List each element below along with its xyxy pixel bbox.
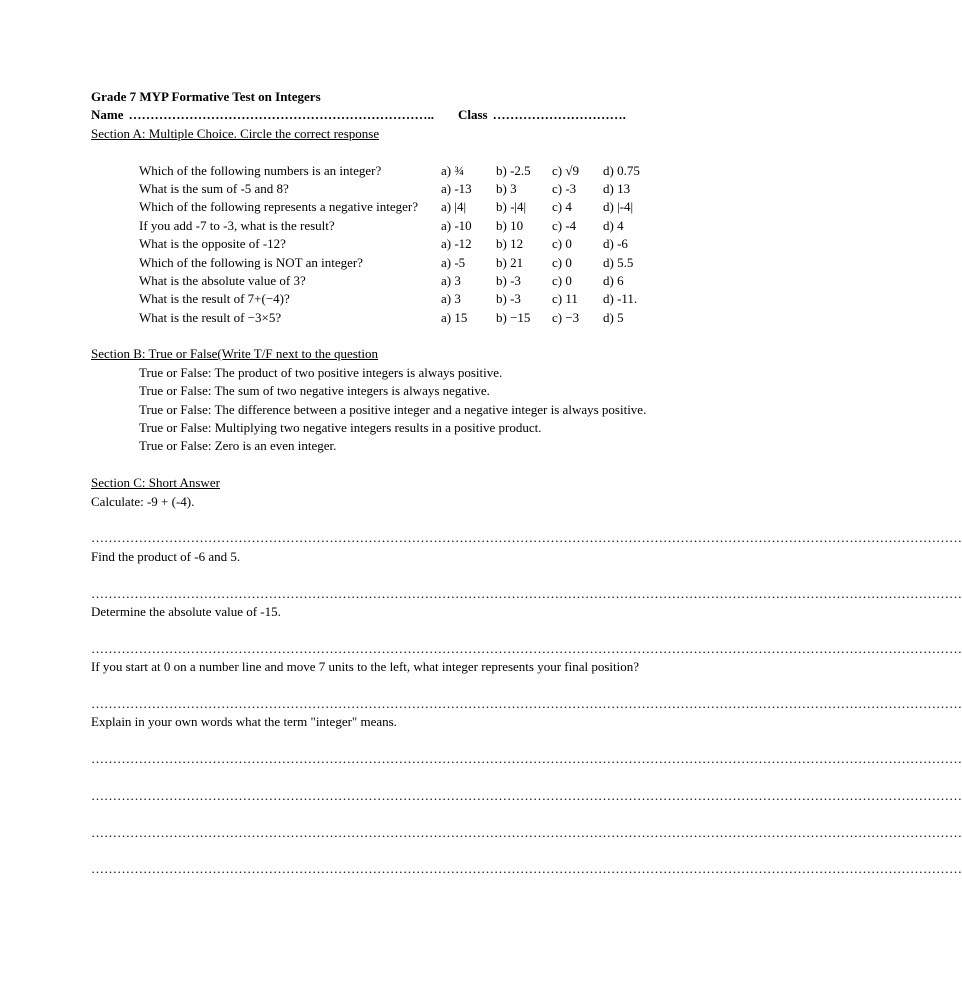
short-answer-question: Explain in your own words what the term "integer" means. <box>91 714 397 730</box>
mc-question-row <box>139 198 768 216</box>
spacer <box>91 732 768 750</box>
mc-option-a: a) -12 <box>441 236 472 252</box>
answer-dotted-line: ………………………………………………………………………………………………………………………………………………………………………………… <box>91 824 962 840</box>
mc-question-text: What is the result of −3×5? <box>139 309 282 325</box>
mc-option-b: b) 21 <box>496 254 524 270</box>
doc-title: Grade 7 MYP Formative Test on Integers <box>91 89 321 104</box>
mc-option-d: d) 0.75 <box>603 162 640 178</box>
mc-question-text: What is the sum of -5 and 8? <box>139 180 289 196</box>
mc-option-a: a) 3 <box>441 291 461 307</box>
mc-option-d: d) -11. <box>603 291 638 307</box>
section-b-heading: Section B: True or False(Write T/F next to the question <box>91 346 379 362</box>
answer-dotted-line: ………………………………………………………………………………………………………………………………………………………………………………… <box>91 861 962 877</box>
mc-question-row <box>139 217 768 235</box>
mc-option-d: d) 5.5 <box>603 254 634 270</box>
mc-question-row <box>139 180 768 198</box>
mc-option-c: c) -3 <box>552 180 577 196</box>
spacer <box>91 511 768 529</box>
mc-question-text: What is the absolute value of 3? <box>139 272 306 288</box>
short-answer-question: Calculate: -9 + (-4). <box>91 493 195 509</box>
mc-option-c: c) 0 <box>552 254 572 270</box>
mc-option-b: b) -3 <box>496 272 521 288</box>
mc-question-row <box>139 235 768 253</box>
answer-dotted-line: ………………………………………………………………………………………………………………………………………………………………………………… <box>91 695 962 711</box>
mc-option-d: d) -6 <box>603 236 628 252</box>
tf-statement: True or False: The sum of two negative integers is always negative. <box>139 383 490 399</box>
mc-option-a: a) -10 <box>441 217 472 233</box>
mc-question-text: Which of the following represents a negative integer? <box>139 199 419 215</box>
spacer <box>91 621 768 639</box>
mc-question-text: What is the result of 7+(−4)? <box>139 291 290 307</box>
answer-dotted-line: ………………………………………………………………………………………………………………………………………………………………………………… <box>91 530 962 546</box>
section-c-heading: Section C: Short Answer <box>91 475 220 491</box>
mc-option-c: c) 0 <box>552 236 572 252</box>
class-label: Class <box>458 107 488 123</box>
mc-option-d: d) 6 <box>603 272 624 288</box>
tf-statement: True or False: Zero is an even integer. <box>139 438 337 454</box>
short-answer-question: Find the product of -6 and 5. <box>91 548 241 564</box>
mc-question-row <box>139 254 768 272</box>
mc-option-b: b) -3 <box>496 291 521 307</box>
mc-option-c: c) 0 <box>552 272 572 288</box>
spacer <box>91 566 768 584</box>
mc-option-b: b) 12 <box>496 236 524 252</box>
mc-option-b: b) 10 <box>496 217 524 233</box>
mc-question-row <box>139 162 768 180</box>
answer-dotted-line: ………………………………………………………………………………………………………………………………………………………………………………… <box>91 585 962 601</box>
mc-option-a: a) ¾ <box>441 162 465 178</box>
mc-option-c: c) √9 <box>552 162 579 178</box>
mc-option-c: c) 11 <box>552 291 578 307</box>
mc-option-d: d) 5 <box>603 309 624 325</box>
mc-question-text: If you add -7 to -3, what is the result? <box>139 217 335 233</box>
answer-dotted-line: ………………………………………………………………………………………………………………………………………………………………………………… <box>91 640 962 656</box>
mc-option-a: a) -5 <box>441 254 466 270</box>
mc-option-d: d) |-4| <box>603 199 634 215</box>
mc-question-text: Which of the following numbers is an integer? <box>139 162 382 178</box>
mc-question-text: What is the opposite of -12? <box>139 236 286 252</box>
mc-option-a: a) -13 <box>441 180 472 196</box>
mc-question-row <box>139 309 768 327</box>
name-blank-field: …………………………………………………………….. <box>128 107 434 123</box>
mc-option-b: b) -2.5 <box>496 162 531 178</box>
tf-statement: True or False: The product of two positive integers is always positive. <box>139 364 503 380</box>
spacer <box>91 842 768 860</box>
mc-question-text: Which of the following is NOT an integer? <box>139 254 363 270</box>
mc-option-b: b) 3 <box>496 180 517 196</box>
tf-statement: True or False: The difference between a positive integer and a negative integer is always positive. <box>139 401 647 417</box>
answer-dotted-line: ………………………………………………………………………………………………………………………………………………………………………………… <box>91 751 962 767</box>
mc-option-d: d) 4 <box>603 217 624 233</box>
answer-dotted-line: ………………………………………………………………………………………………………………………………………………………………………………… <box>91 787 962 803</box>
mc-option-c: c) 4 <box>552 199 572 215</box>
class-blank-field: …………………………. <box>492 107 626 123</box>
section-a-heading: Section A: Multiple Choice. Circle the correct response <box>91 125 380 141</box>
mc-question-row <box>139 272 768 290</box>
spacer <box>91 677 768 695</box>
mc-option-b: b) −15 <box>496 309 531 325</box>
tf-statement: True or False: Multiplying two negative integers results in a positive product. <box>139 420 542 436</box>
short-answer-question: If you start at 0 on a number line and move 7 units to the left, what integer represents your final position? <box>91 659 640 675</box>
mc-question-row <box>139 290 768 308</box>
name-label: Name <box>91 107 124 123</box>
mc-option-d: d) 13 <box>603 180 631 196</box>
spacer <box>91 143 768 161</box>
spacer <box>91 456 768 474</box>
spacer <box>91 327 768 345</box>
mc-option-a: a) 15 <box>441 309 468 325</box>
mc-option-c: c) -4 <box>552 217 577 233</box>
mc-option-a: a) 3 <box>441 272 461 288</box>
mc-option-a: a) |4| <box>441 199 467 215</box>
spacer <box>91 768 768 786</box>
name-class-line <box>91 106 768 124</box>
spacer <box>91 805 768 823</box>
short-answer-question: Determine the absolute value of -15. <box>91 603 281 619</box>
mc-option-b: b) -|4| <box>496 199 527 215</box>
mc-option-c: c) −3 <box>552 309 580 325</box>
